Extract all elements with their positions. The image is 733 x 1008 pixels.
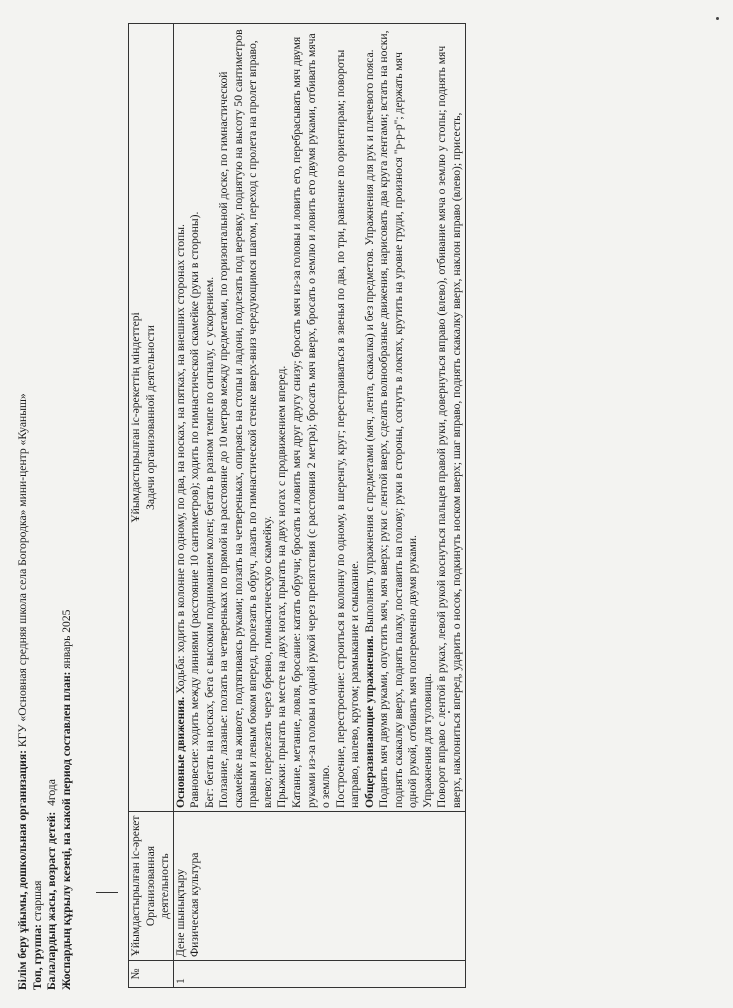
age-value: 4года: [45, 779, 59, 806]
organization-line: [16, 30, 31, 990]
throwing-text: Катание, метание, ловля, бросание: катать обручи; бросать и ловить мяч друг другу снизу; бросать мяч из-за головы и ловить его, перебрасывать мяч двумя руками из-за головы и одной рукой через препятствия (с расстояния 2 метра); бросать мяч вверх, бросать о землю и ловить его двумя руками, отбивать мяча о землю.: [290, 33, 333, 808]
general-exercises-text: Выполнять упражнения с предметами (мяч, лента, скакалка) и без предметов. Упражнения для рук и плечевого пояса.: [362, 49, 376, 633]
period-line: [60, 30, 75, 990]
balance-text: Равновесие: ходить между линиями (расстояние 10 сантиметров); ходить по гимнастической скамейке (руки в стороны).: [188, 211, 202, 808]
walking-text: Ходьба: ходить в колонне по одному, по два, на носках, на пятках, на внешних сторонах стопы.: [173, 224, 187, 694]
scan-dust: [448, 711, 450, 713]
column-tasks-header: [129, 24, 174, 812]
arms-exercises-text: Поднять мяч двумя руками, опустить мяч, мяч вверх; руки с лентой вверх, сделать волнообразные движения, нарисовать два круга лентами; встать на носки, поднять скакалку вверх, поднять палку, поставить на голову; руки в стороны, согнуть в локтях, крутить на уровне груди, произнося "р-р-р"; держать мяч одной рукой, отбивать мяч попеременно двумя руками.: [377, 30, 420, 808]
column-activity-kz: Ұйымдастырылған іс-әрекет: [129, 815, 142, 957]
general-exercises: [363, 27, 378, 808]
age-label: Балалардың жасы, возраст детей:: [45, 811, 59, 990]
torso-exercises-text: Поворот вправо с лентой в руках, левой рукой коснуться пальцев правой руки, довернуться вправо (влево), отбивание мяча о землю у стопы; поднять мяч вверх, наклониться вперед, ударить о носок, подкинуть носком вверх; шаг вправо, поднять скакалку вверх, наклон вправо (влево); присесть,: [435, 45, 464, 808]
table-header-row: [129, 24, 174, 988]
organization-label: Білім беру ұйымы, дошкольная организация:: [16, 750, 29, 990]
group-line: [31, 30, 46, 990]
column-number-header: №: [129, 961, 174, 988]
formation-text: Построение, перестроение: строиться в колонну по одному, в шеренгу, круг; перестраиваться в звенья по два, по три, равнение по ориентирам; повороты направо, налево, кругом; размыкание и смыкание.: [333, 49, 362, 808]
subject-ru: Физическая культура: [188, 852, 202, 957]
general-exercises-title: Общеразвивающие упражнения.: [362, 635, 376, 808]
column-tasks-kz: Ұйымдастырылған іс-әрекеттің міндеттері: [129, 312, 142, 523]
running-text: Бег: бегать на носках, бега с высоким подниманием колен; бегать в разном темпе по сигналу, с ускорением.: [202, 276, 216, 808]
organization-value: КГУ «Основная средняя школа села Богородка» мини-центр «Куаныш»: [16, 393, 29, 748]
main-movements: [174, 27, 189, 808]
subject-kz: Дене шынықтыру: [173, 868, 187, 957]
activity-cell: [173, 812, 465, 961]
row-number: 1: [173, 961, 465, 988]
period-value: январь 2025: [59, 609, 73, 669]
column-tasks-ru: Задачи организованной деятельности: [143, 325, 157, 510]
jumping-text: Прыжки: прыгать на месте на двух ногах, прыгать на двух ногах с продвижением вперед.: [275, 365, 289, 808]
tasks-cell: [173, 24, 465, 812]
age-line: [45, 30, 60, 990]
plan-header: [16, 30, 74, 990]
column-activity-header: [129, 812, 174, 961]
group-label: Топ, группа:: [30, 924, 44, 990]
group-value: старшая: [30, 880, 44, 922]
scan-dust: [716, 17, 719, 20]
table-row: [173, 24, 465, 988]
activity-table: [128, 23, 466, 988]
period-label: Жоспардың құрылу кезеңі, на какой период составлен план:: [59, 671, 73, 990]
column-activity-ru: Организованная деятельность: [143, 845, 172, 927]
torso-exercises-title: Упражнения для туловища.: [420, 673, 434, 808]
scan-mark: [96, 892, 118, 893]
crawling-text: Ползание, лазанье: ползать на четвереньках по прямой на расстояние до 10 метров между предметами, по горизонтальной доске, по гимнастической скамейке на животе, подтягиваясь руками; ползать на четвереньках, опираясь на стопы и ладони, подлезать под веревку, поднятую на высоту 50 сантиметров правым и левым боком вперед, пролезать в обруч, лазать по гимнастической стенке вверх-вниз чередующимся шагом, переход с пролета на пролет вправо, влево; перелезать через бревно, гимнастическую скамейку.: [217, 29, 274, 808]
main-movements-title: Основные движения.: [173, 696, 187, 808]
